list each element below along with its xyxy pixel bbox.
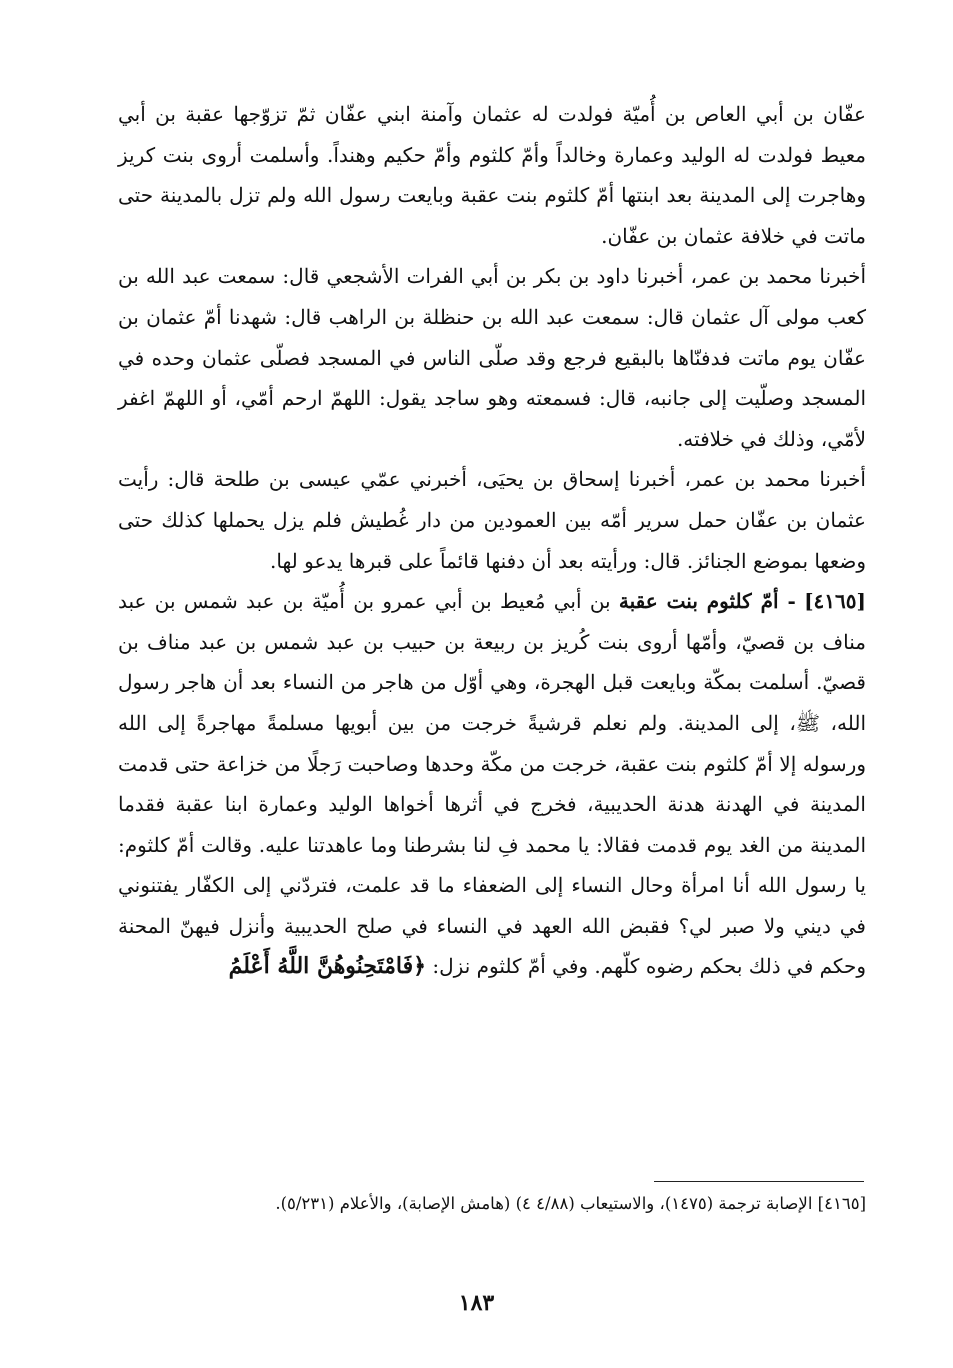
footnote-text: [٤١٦٥] الإصابة ترجمة (١٤٧٥)، والاستيعاب (٤/٨٨ ٤) (هامش الإصابة)، والأعلام (٥/٢٣١). [275, 1194, 866, 1213]
main-text [118, 94, 866, 987]
entry-name: - أمّ كلثوم بنت عقبة [618, 589, 796, 614]
footnote [110, 1186, 866, 1222]
entry-text: بن أبي مُعيط بن أبي عمرو بن أُميّة بن عبد شمس بن عبد مناف بن قصيّ، وأمّها أروى بنت كُريز بن ربيعة بن حبيب بن عبد شمس بن عبد مناف بن قصيّ. أسلمت بمكّة وبايعت قبل الهجرة، وهي أوّل من هاجر من النساء بعد أن هاجر رسول الله، ﷺ، إلى المدينة. ولم نعلم قرشيةً خرجت من بين أبويها مسلمةً مهاجرةً إلى الله ورسوله إلا أمّ كلثوم بنت عقبة، خرجت من مكّة وحدها وصاحبت رَجلًا من خزاعة حتى قدمت المدينة في الهدنة هدنة الحديبية، فخرج في أثرها أخواها الوليد وعمارة ابنا عقبة فقدما المدينة من الغد يوم قدمت فقالا: يا محمد فِ لنا بشرطنا وما عاهدتنا عليه. وقالت أمّ كلثوم: يا رسول الله أنا امرأة وحال النساء إلى الضعفاء ما قد علمت، فتردّني إلى الكفّار يفتنوني في ديني ولا صبر لي؟ فقبض الله العهد في النساء في صلح الحديبية وأنزل فيهنّ المحنة وحكم في ذلك بحكم رضوه كلّهم. وفي أمّ كلثوم نزل: [118, 589, 866, 979]
paragraph-1: عفّان بن أبي العاص بن أُميّة فولدت له عثمان وآمنة ابني عفّان ثمّ تزوّجها عقبة بن أبي معيط فولدت له الوليد وعمارة وخالداً وأمّ كلثوم وأمّ حكيم وهنداً. وأسلمت أروى بنت كريز وهاجرت إلى المدينة بعد ابنتها أمّ كلثوم بنت عقبة وبايعت رسول الله ولم تزل بالمدينة حتى ماتت في خلافة عثمان بن عفّان. [118, 102, 866, 248]
biography-entry [118, 581, 866, 987]
page-number: ١٨٣ [458, 1290, 495, 1316]
paragraph-3: أخبرنا محمد بن عمر، أخبرنا إسحاق بن يحيَى، أخبرني عمّي عيسى بن طلحة قال: رأيت عثمان بن عفّان حمل سرير أمّه بين العمودين من دار غُطيش فلم يزل يحملها كذلك حتى وضعها بموضع الجنائز. قال: ورأيته بعد أن دفنها قائماً على قبرها يدعو لها. [118, 467, 866, 573]
quran-quote: ﴿فَامْتَحِنُوهُنَّ اللَّهُ أَعْلَمُ [228, 953, 427, 980]
entry-number: [٤١٦٥] [804, 589, 866, 614]
paragraph-2: أخبرنا محمد بن عمر، أخبرنا داود بن بكر بن أبي الفرات الأشجعي قال: سمعت عبد الله بن كعب مولى آل عثمان قال: سمعت عبد الله بن حنظلة بن الراهب قال: شهدنا أمّ عثمان بن عفّان يوم ماتت فدفنّاها بالبقيع فرجع وقد صلّى الناس في المسجد فصلّى عثمان وحده في المسجد وصلّيت إلى جانبه، قال: فسمعته وهو ساجد يقول: اللهمّ ارحم أمّي، أو اللهمّ اغفر لأمّي، وذلك في خلافته. [118, 264, 866, 451]
footnote-divider [654, 1181, 864, 1182]
